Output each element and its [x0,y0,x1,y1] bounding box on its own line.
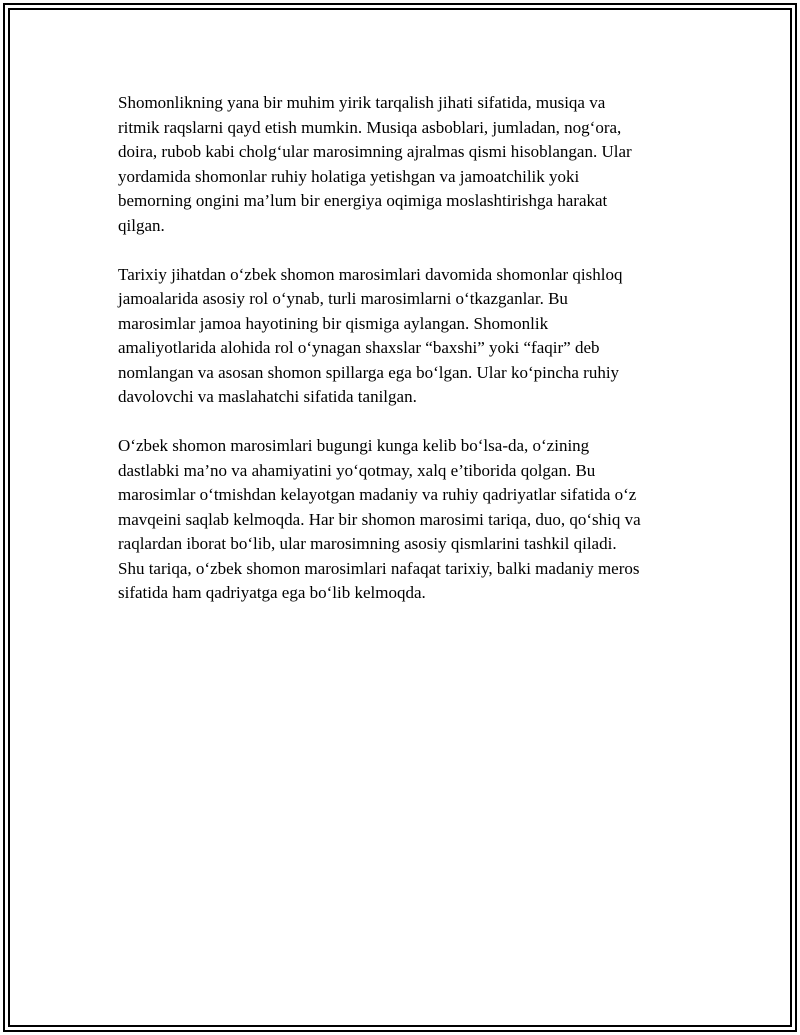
paragraph-line: nomlangan va asosan shomon spillarga ega bo‘lgan. Ular ko‘pincha ruhiy [118,362,620,382]
paragraph-line: Shu tariqa, o‘zbek shomon marosimlari nafaqat tarixiy, balki madaniy meros [118,558,640,578]
paragraph-line: marosimlar jamoa hayotining bir qismiga aylangan. Shomonlik [118,313,549,333]
paragraph-line: Shomonlikning yana bir muhim yirik tarqalish jihati sifatida, musiqa va [118,93,606,112]
paragraph-line: Tarixiy jihatdan o‘zbek shomon marosimlari davomida shomonlar qishloq [118,264,623,284]
paragraph-line: amaliyotlarida alohida rol o‘ynagan shaxslar “baxshi” yoki “faqir” deb [118,338,600,357]
paragraph-line: davolovchi va maslahatchi sifatida tanilgan. [118,387,417,406]
paragraph-1 [118,91,690,238]
paragraph-line: bemorning ongini ma’lum bir energiya oqimiga moslashtirishga harakat [118,191,608,210]
paragraph-line: jamoalarida asosiy rol o‘ynab, turli marosimlarni o‘tkazganlar. Bu [118,289,568,308]
paragraph-line: yordamida shomonlar ruhiy holatiga yetishgan va jamoatchilik yoki [118,166,580,186]
paragraph-line: dastlabki ma’no va ahamiyatini yo‘qotmay, xalq e’tiborida qolgan. Bu [118,460,596,480]
document-body [118,91,690,630]
paragraph-line: marosimlar o‘tmishdan kelayotgan madaniy va ruhiy qadriyatlar sifatida o‘z [118,485,637,504]
paragraph-line: O‘zbek shomon marosimlari bugungi kunga kelib bo‘lsa-da, o‘zining [118,436,590,455]
paragraph-line: doira, rubob kabi cholg‘ular marosimning ajralmas qismi hisoblangan. Ular [118,142,632,161]
paragraph-line: qilgan. [118,215,165,235]
paragraph-line: sifatida ham qadriyatga ega bo‘lib kelmoqda. [118,583,426,602]
paragraph-line: ritmik raqslarni qayd etish mumkin. Musiqa asboblari, jumladan, nog‘ora, [118,117,622,137]
paragraph-3 [118,434,690,606]
paragraph-line: raqlardan iborat bo‘lib, ular marosimning asosiy qismlarini tashkil qiladi. [118,534,617,553]
paragraph-2 [118,263,690,410]
paragraph-line: mavqeini saqlab kelmoqda. Har bir shomon marosimi tariqa, duo, qo‘shiq va [118,509,641,529]
